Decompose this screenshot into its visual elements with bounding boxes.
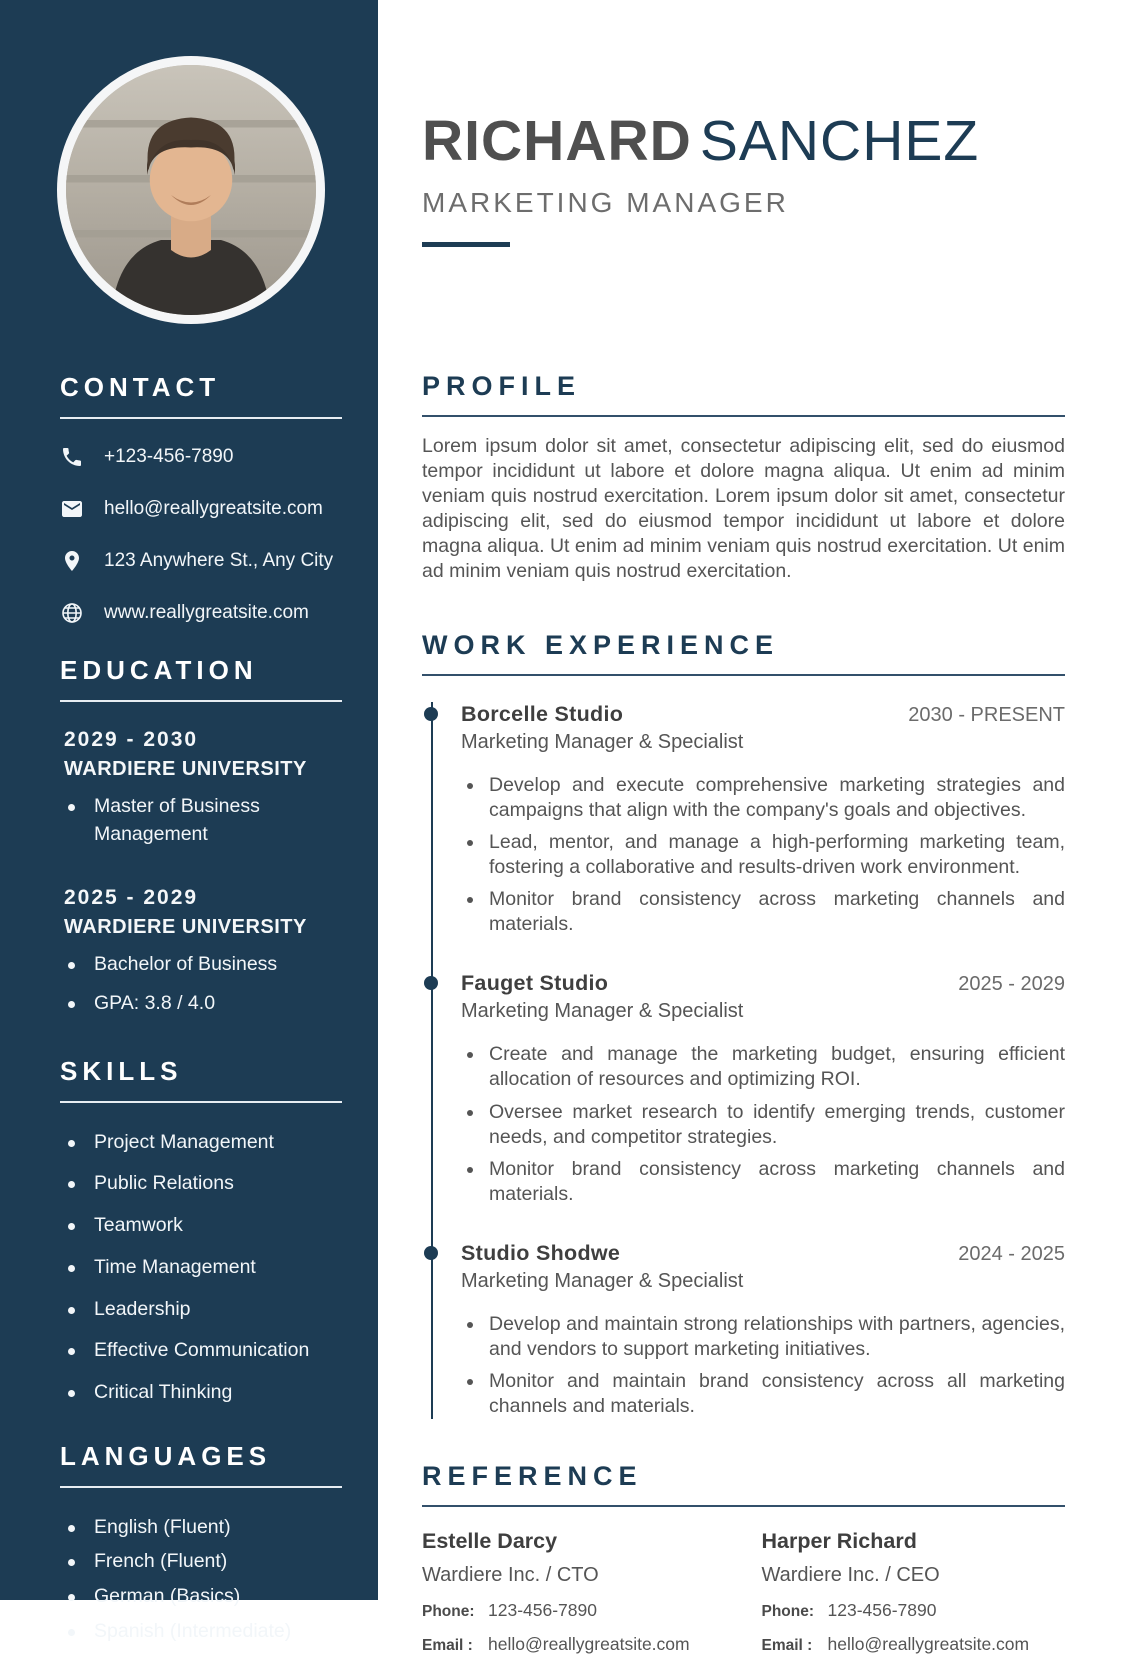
education-bullet: Bachelor of Business xyxy=(60,951,342,979)
job-company: Fauget Studio xyxy=(461,971,609,996)
job-dates: 2025 - 2029 xyxy=(958,973,1065,996)
job-bullet: Monitor and maintain brand consistency across all marketing channels and materials. xyxy=(461,1369,1065,1419)
job-bullets xyxy=(461,1312,1065,1419)
reference-person xyxy=(762,1529,1066,1655)
skill-item: Project Management xyxy=(60,1129,342,1157)
contact-item-website xyxy=(60,601,342,625)
contact-email-value: hello@reallygreatsite.com xyxy=(104,498,323,519)
skill-item: Leadership xyxy=(60,1296,342,1324)
reference-email-row xyxy=(762,1634,1066,1655)
job-header xyxy=(461,971,1065,996)
main-content xyxy=(378,0,1131,1654)
skills-list xyxy=(60,1129,342,1407)
job-entry xyxy=(461,1241,1065,1419)
education-school: WARDIERE UNIVERSITY xyxy=(64,916,307,939)
education-bullet: GPA: 3.8 / 4.0 xyxy=(60,990,342,1018)
education-years: 2025 - 2029 xyxy=(64,886,199,910)
job-company: Borcelle Studio xyxy=(461,702,624,727)
language-item: Spanish (Intermediate) xyxy=(60,1618,342,1646)
reference-email-value: hello@reallygreatsite.com xyxy=(827,1633,1030,1654)
skill-item: Critical Thinking xyxy=(60,1379,342,1407)
reference-email-value: hello@reallygreatsite.com xyxy=(488,1633,690,1654)
education-entry xyxy=(60,886,342,1017)
job-bullet: Lead, mentor, and manage a high-performing marketing team, fostering a collaborative and results-driven work environment. xyxy=(461,830,1065,880)
work-experience-section xyxy=(422,630,1065,1419)
header xyxy=(422,109,1065,247)
reference-email-label: Email : xyxy=(422,1636,473,1654)
work-experience-section-title: WORK EXPERIENCE xyxy=(422,630,1065,676)
reference-phone-label: Phone: xyxy=(761,1602,815,1620)
skill-item: Effective Communication xyxy=(60,1337,342,1365)
person-job-title: MARKETING MANAGER xyxy=(422,186,789,218)
job-role: Marketing Manager & Specialist xyxy=(461,731,744,754)
skill-item: Public Relations xyxy=(60,1170,342,1198)
job-header xyxy=(461,702,1065,727)
reference-phone-label: Phone: xyxy=(422,1602,475,1620)
skill-item: Time Management xyxy=(60,1254,342,1282)
job-dates: 2030 - PRESENT xyxy=(908,704,1065,727)
job-bullet: Monitor brand consistency across marketing channels and materials. xyxy=(461,1157,1065,1207)
sidebar xyxy=(0,0,378,1642)
job-company: Studio Shodwe xyxy=(461,1240,621,1265)
contact-item-address xyxy=(60,549,342,573)
reference-phone-row xyxy=(422,1600,726,1621)
job-bullets xyxy=(461,1042,1065,1206)
skill-item: Teamwork xyxy=(60,1212,342,1240)
reference-phone-value: 123-456-7890 xyxy=(827,1599,937,1620)
job-dates: 2024 - 2025 xyxy=(958,1242,1065,1265)
job-header xyxy=(461,1241,1065,1266)
language-item: German (Basics) xyxy=(60,1583,342,1611)
skills-section-title: SKILLS xyxy=(60,1056,342,1103)
job-entry xyxy=(461,971,1065,1206)
profile-text: Lorem ipsum dolor sit amet, consectetur adipiscing elit, sed do eiusmod tempor incididunt ut labore et dolore magna aliqua. Ut enim ad minim veniam quis nostrud exercitation. Lorem ipsum dolor sit amet, consectetur adipiscing elit, sed do eiusmod tempor incididunt ut labore et dolore magna aliqua. Ut enim ad minim veniam quis nostrud exercitation. Ut enim ad minim veniam quis nostrud exercitation. xyxy=(422,434,1065,583)
contact-section-title: CONTACT xyxy=(60,372,342,419)
timeline-dot xyxy=(424,707,438,721)
reference-section-title: REFERENCE xyxy=(422,1461,1065,1507)
location-icon xyxy=(60,549,84,573)
reference-name: Harper Richard xyxy=(761,1528,917,1553)
experience-timeline xyxy=(431,702,1065,1419)
reference-name: Estelle Darcy xyxy=(422,1528,558,1553)
contact-section xyxy=(60,372,342,625)
reference-person xyxy=(422,1529,726,1655)
reference-company: Wardiere Inc. / CEO xyxy=(761,1563,940,1586)
education-section-title: EDUCATION xyxy=(60,655,342,702)
education-bullets xyxy=(60,951,342,1017)
profile-section xyxy=(422,371,1065,584)
language-item: French (Fluent) xyxy=(60,1548,342,1576)
portrait-illustration xyxy=(66,65,316,315)
education-bullet: Master of Business Management xyxy=(60,793,342,848)
job-bullet: Oversee market research to identify emerging trends, customer needs, and competitor strategies. xyxy=(461,1100,1065,1150)
languages-section-title: LANGUAGES xyxy=(60,1441,342,1488)
job-bullets xyxy=(461,773,1065,937)
job-role: Marketing Manager & Specialist xyxy=(461,1000,744,1023)
phone-icon xyxy=(60,445,84,469)
job-role: Marketing Manager & Specialist xyxy=(461,1269,744,1292)
languages-list xyxy=(60,1514,342,1646)
reference-phone-row xyxy=(762,1600,1066,1621)
job-bullet: Develop and execute comprehensive marketing strategies and campaigns that align with the company's goals and objectives. xyxy=(461,773,1065,823)
job-bullet: Create and manage the marketing budget, ensuring efficient allocation of resources and optimizing ROI. xyxy=(461,1042,1065,1092)
contact-item-email xyxy=(60,497,342,521)
language-item: English (Fluent) xyxy=(60,1514,342,1542)
first-name: RICHARD xyxy=(422,109,692,173)
reference-email-label: Email : xyxy=(761,1636,813,1654)
job-entry xyxy=(461,702,1065,937)
education-entry xyxy=(60,728,342,848)
profile-section-title: PROFILE xyxy=(422,371,1065,417)
accent-bar xyxy=(422,242,510,247)
education-section xyxy=(60,655,342,1018)
contact-item-phone xyxy=(60,445,342,469)
job-bullet: Develop and maintain strong relationships with partners, agencies, and vendors to support marketing initiatives. xyxy=(461,1312,1065,1362)
reference-phone-value: 123-456-7890 xyxy=(488,1599,597,1620)
contact-website-value: www.reallygreatsite.com xyxy=(104,602,309,623)
globe-icon xyxy=(60,601,84,625)
contact-address-value: 123 Anywhere St., Any City xyxy=(104,550,334,571)
reference-columns xyxy=(422,1529,1065,1655)
reference-email-row xyxy=(422,1634,726,1655)
skills-section xyxy=(60,1056,342,1407)
reference-section xyxy=(422,1461,1065,1655)
profile-photo xyxy=(57,56,325,324)
education-school: WARDIERE UNIVERSITY xyxy=(64,758,307,780)
languages-section xyxy=(60,1441,342,1646)
education-bullets xyxy=(60,793,342,848)
email-icon xyxy=(60,497,84,521)
last-name: SANCHEZ xyxy=(699,109,980,173)
job-bullet: Monitor brand consistency across marketing channels and materials. xyxy=(461,887,1065,937)
timeline-dot xyxy=(424,1246,438,1260)
education-years: 2029 - 2030 xyxy=(64,728,199,751)
person-name xyxy=(422,109,1065,173)
contact-phone-value: +123-456-7890 xyxy=(104,446,234,467)
reference-company: Wardiere Inc. / CTO xyxy=(422,1563,599,1586)
timeline-dot xyxy=(424,976,438,990)
